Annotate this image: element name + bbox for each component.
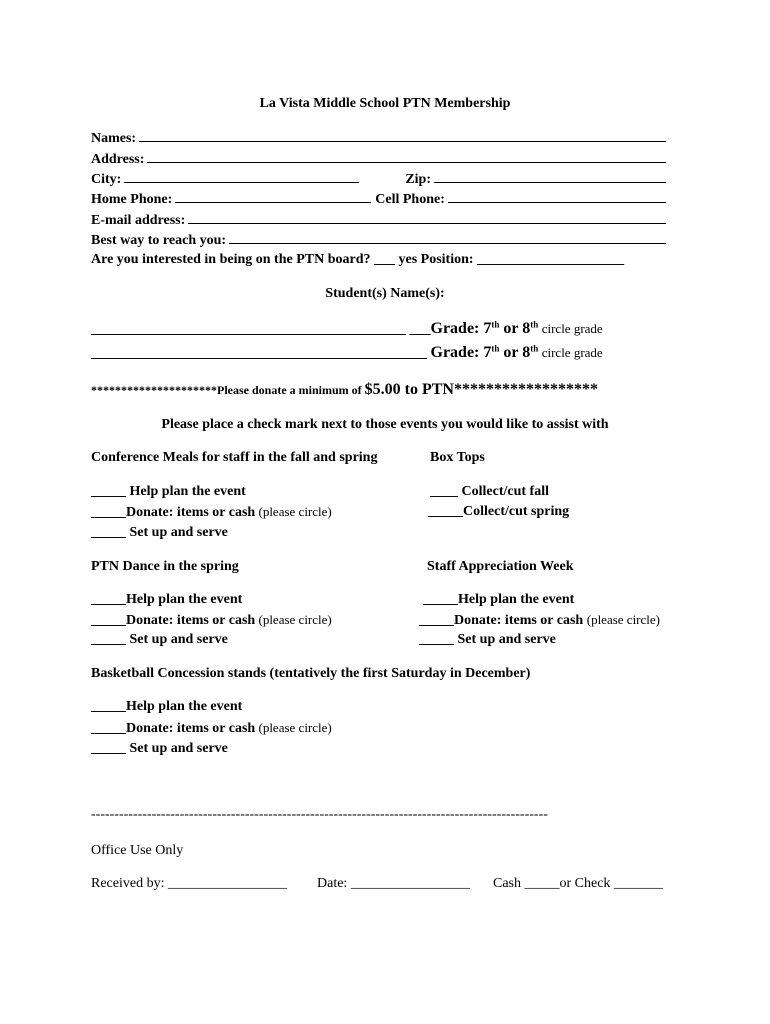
city-input[interactable] xyxy=(124,169,359,183)
received-by-field[interactable]: Received by: _________________ xyxy=(91,876,287,891)
student-row-2 xyxy=(91,344,603,362)
donate-text: Please donate a minimum of xyxy=(217,383,365,397)
basketball-item-serve[interactable]: _____ Set up and serve xyxy=(91,741,228,756)
best-way-label: Best way to reach you: xyxy=(91,233,227,248)
instructions: Please place a check mark next to those events you would like to assist with xyxy=(161,417,609,432)
staff-item-serve[interactable]: _____ Set up and serve xyxy=(419,632,556,647)
conference-title: Conference Meals for staff in the fall and spring xyxy=(91,450,378,465)
best-way-row xyxy=(91,230,666,249)
names-input[interactable] xyxy=(139,128,666,142)
students-heading: Student(s) Name(s): xyxy=(325,286,445,301)
yes-label: yes xyxy=(398,252,418,267)
donate-line xyxy=(91,381,598,399)
basketball-item-plan[interactable]: _____Help plan the event xyxy=(91,699,243,714)
conference-item-serve[interactable]: _____ Set up and serve xyxy=(91,525,228,540)
cell-phone-label: Cell Phone: xyxy=(375,192,445,207)
address-label: Address: xyxy=(91,152,145,167)
conference-item-donate[interactable]: _____Donate: items or cash (please circle) xyxy=(91,504,332,520)
student-name-input-2[interactable]: ________________________________________________ xyxy=(91,346,431,361)
email-label: E-mail address: xyxy=(91,213,186,228)
box-tops-title: Box Tops xyxy=(430,450,485,465)
best-way-input[interactable] xyxy=(229,230,666,244)
dance-item-donate[interactable]: _____Donate: items or cash (please circle) xyxy=(91,612,332,628)
grade-sup: th xyxy=(530,343,539,354)
staff-appreciation-title: Staff Appreciation Week xyxy=(427,559,574,574)
address-input[interactable] xyxy=(147,149,666,163)
please-circle-note: (please circle) xyxy=(586,612,660,627)
grade-label: Grade: 7 xyxy=(430,320,492,337)
box-tops-item-fall[interactable]: ____ Collect/cut fall xyxy=(430,484,549,499)
board-question: Are you interested in being on the PTN board? xyxy=(91,252,371,267)
conference-item-plan[interactable]: _____ Help plan the event xyxy=(91,484,246,499)
zip-input[interactable] xyxy=(434,169,666,183)
page-title: La Vista Middle School PTN Membership xyxy=(259,96,511,111)
donate-amount: $5.00 to PTN xyxy=(364,381,454,398)
cash-check-field[interactable]: Cash _____or Check _______ xyxy=(493,876,663,891)
cut-divider: -------------------------------------------------------------------------------------------------- xyxy=(91,807,548,822)
board-blank[interactable]: ___ xyxy=(374,252,395,267)
phone-row xyxy=(91,189,666,208)
student-row-1 xyxy=(91,320,603,338)
staff-item-donate[interactable]: _____Donate: items or cash (please circle) xyxy=(419,612,660,628)
grade-sup: th xyxy=(491,319,500,330)
grade-or: or 8 xyxy=(499,320,531,337)
email-input[interactable] xyxy=(188,210,666,224)
home-phone-label: Home Phone: xyxy=(91,192,173,207)
basketball-title: Basketball Concession stands (tentatively the first Saturday in December) xyxy=(91,666,531,681)
position-input[interactable]: _____________________ xyxy=(477,252,625,267)
donate-stars-right: ****************** xyxy=(453,381,598,398)
zip-label: Zip: xyxy=(405,172,432,187)
city-label: City: xyxy=(91,172,122,187)
circle-grade-note: circle grade xyxy=(541,321,603,336)
dance-item-serve[interactable]: _____ Set up and serve xyxy=(91,632,228,647)
staff-item-plan[interactable]: _____Help plan the event xyxy=(423,592,575,607)
names-label: Names: xyxy=(91,131,137,146)
grade-label: Grade: 7 xyxy=(430,344,492,361)
please-circle-note: (please circle) xyxy=(255,612,332,627)
please-circle-note: (please circle) xyxy=(255,504,332,519)
office-use-heading: Office Use Only xyxy=(91,843,184,858)
grade-sup: th xyxy=(491,343,500,354)
home-phone-input[interactable] xyxy=(175,189,371,203)
cell-phone-input[interactable] xyxy=(448,189,666,203)
grade-sup: th xyxy=(530,319,539,330)
names-row xyxy=(91,128,666,147)
donate-stars-left: ********************* xyxy=(91,383,217,397)
city-zip-row xyxy=(91,169,666,188)
date-field[interactable]: Date: _________________ xyxy=(317,876,470,891)
email-row xyxy=(91,210,666,229)
dance-item-plan[interactable]: _____Help plan the event xyxy=(91,592,243,607)
please-circle-note: (please circle) xyxy=(255,720,332,735)
student-name-input-1[interactable]: _____________________________________________ ___ xyxy=(91,322,431,337)
dance-title: PTN Dance in the spring xyxy=(91,559,239,574)
board-row xyxy=(91,251,624,268)
circle-grade-note: circle grade xyxy=(541,345,603,360)
position-label: Position: xyxy=(420,252,474,267)
box-tops-item-spring[interactable]: _____Collect/cut spring xyxy=(428,504,570,519)
basketball-item-donate[interactable]: _____Donate: items or cash (please circle) xyxy=(91,720,332,736)
address-row xyxy=(91,149,666,168)
grade-or: or 8 xyxy=(499,344,531,361)
